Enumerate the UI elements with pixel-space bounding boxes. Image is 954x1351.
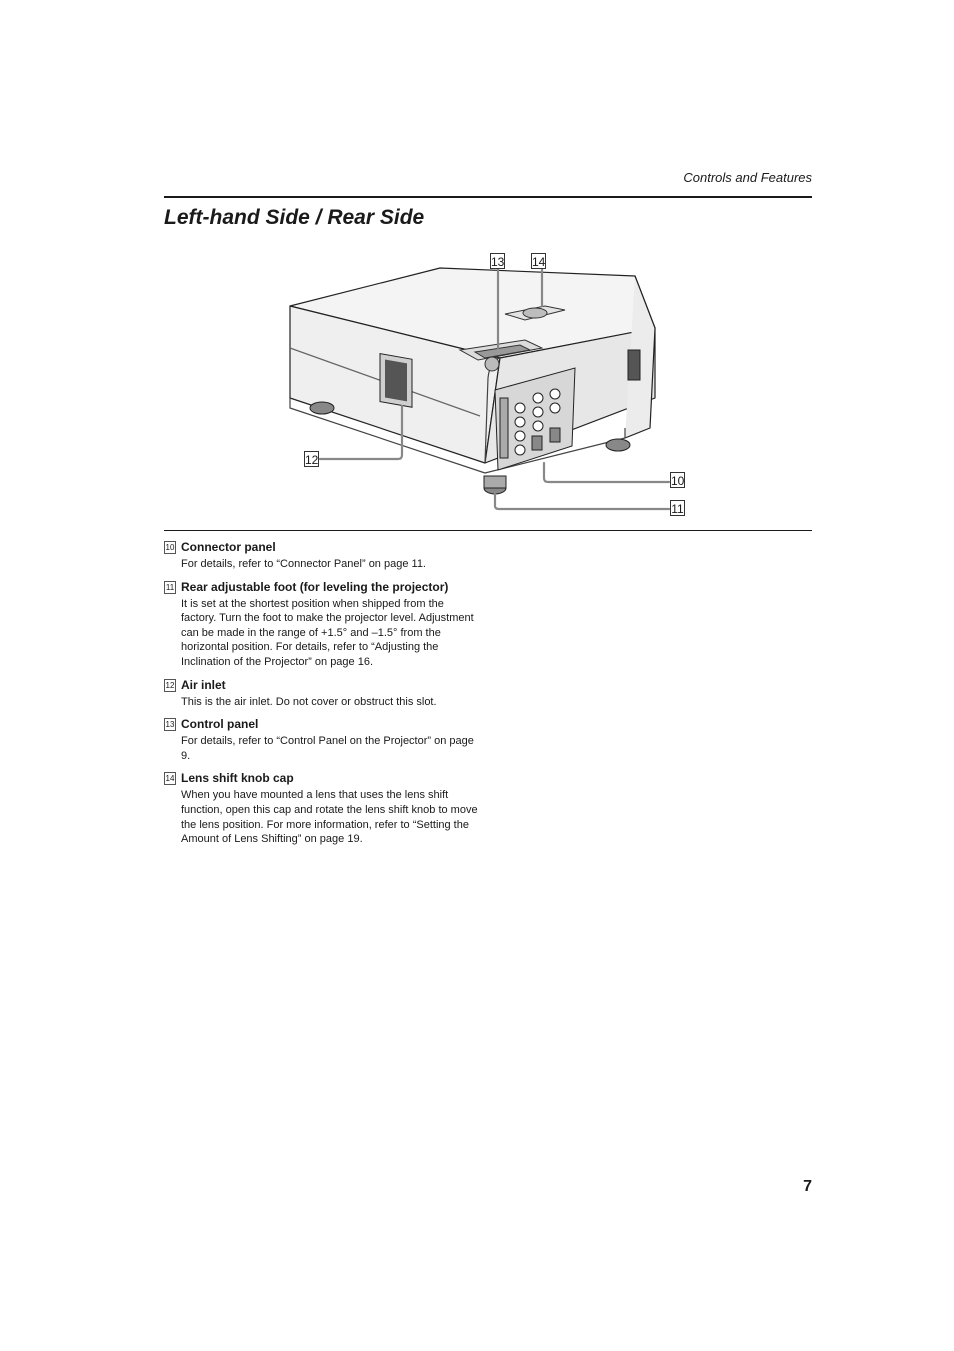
section-rule	[164, 530, 812, 531]
item-number: 12	[165, 680, 175, 690]
callout-12: 12	[305, 453, 319, 467]
item-title: Lens shift knob cap	[181, 771, 294, 786]
list-item	[164, 771, 484, 846]
item-title: Air inlet	[181, 677, 226, 692]
item-body: It is set at the shortest position when shipped from the factory. Turn the foot to make the projector level. Adjustment can be made in the range of +1.5° and –1.5° from the horizontal position. For details, refer to “Adjusting the Inclination of the Projector” on page 16.	[181, 597, 474, 668]
list-item	[164, 717, 484, 763]
callout-11: 11	[671, 502, 684, 516]
section-title: Left-hand Side / Rear Side	[164, 206, 425, 229]
item-body: For details, refer to “Control Panel on the Projector” on page 9.	[181, 735, 474, 762]
item-body: This is the air inlet. Do not cover or obstruct this slot.	[181, 695, 437, 708]
callout-10: 10	[671, 474, 685, 488]
callout-14: 14	[532, 255, 546, 269]
item-body: When you have mounted a lens that uses the lens shift function, open this cap and rotate the lens shift knob to move the lens position. For more information, refer to “Setting the Amount of Lens Shifting” on page 19.	[181, 789, 478, 846]
running-head: Controls and Features	[683, 170, 812, 185]
item-title: Control panel	[181, 717, 259, 732]
callout-13: 13	[491, 255, 505, 269]
item-title: Connector panel	[181, 540, 276, 554]
projector-illustration	[280, 248, 700, 523]
item-number: 11	[165, 582, 175, 592]
list-item	[164, 540, 484, 572]
header-rule	[164, 196, 812, 198]
item-body: For details, refer to “Connector Panel” on page 11.	[181, 558, 426, 570]
projector-drawing	[280, 248, 700, 523]
item-title: Rear adjustable foot (for leveling the projector)	[181, 579, 449, 594]
list-item	[164, 580, 484, 670]
list-item	[164, 678, 484, 710]
item-number: 14	[165, 774, 175, 784]
item-number: 13	[165, 720, 175, 730]
feature-list	[164, 540, 484, 855]
air-inlet-grille	[380, 354, 412, 408]
page-number: 7	[803, 1178, 812, 1195]
item-number: 10	[165, 543, 175, 552]
